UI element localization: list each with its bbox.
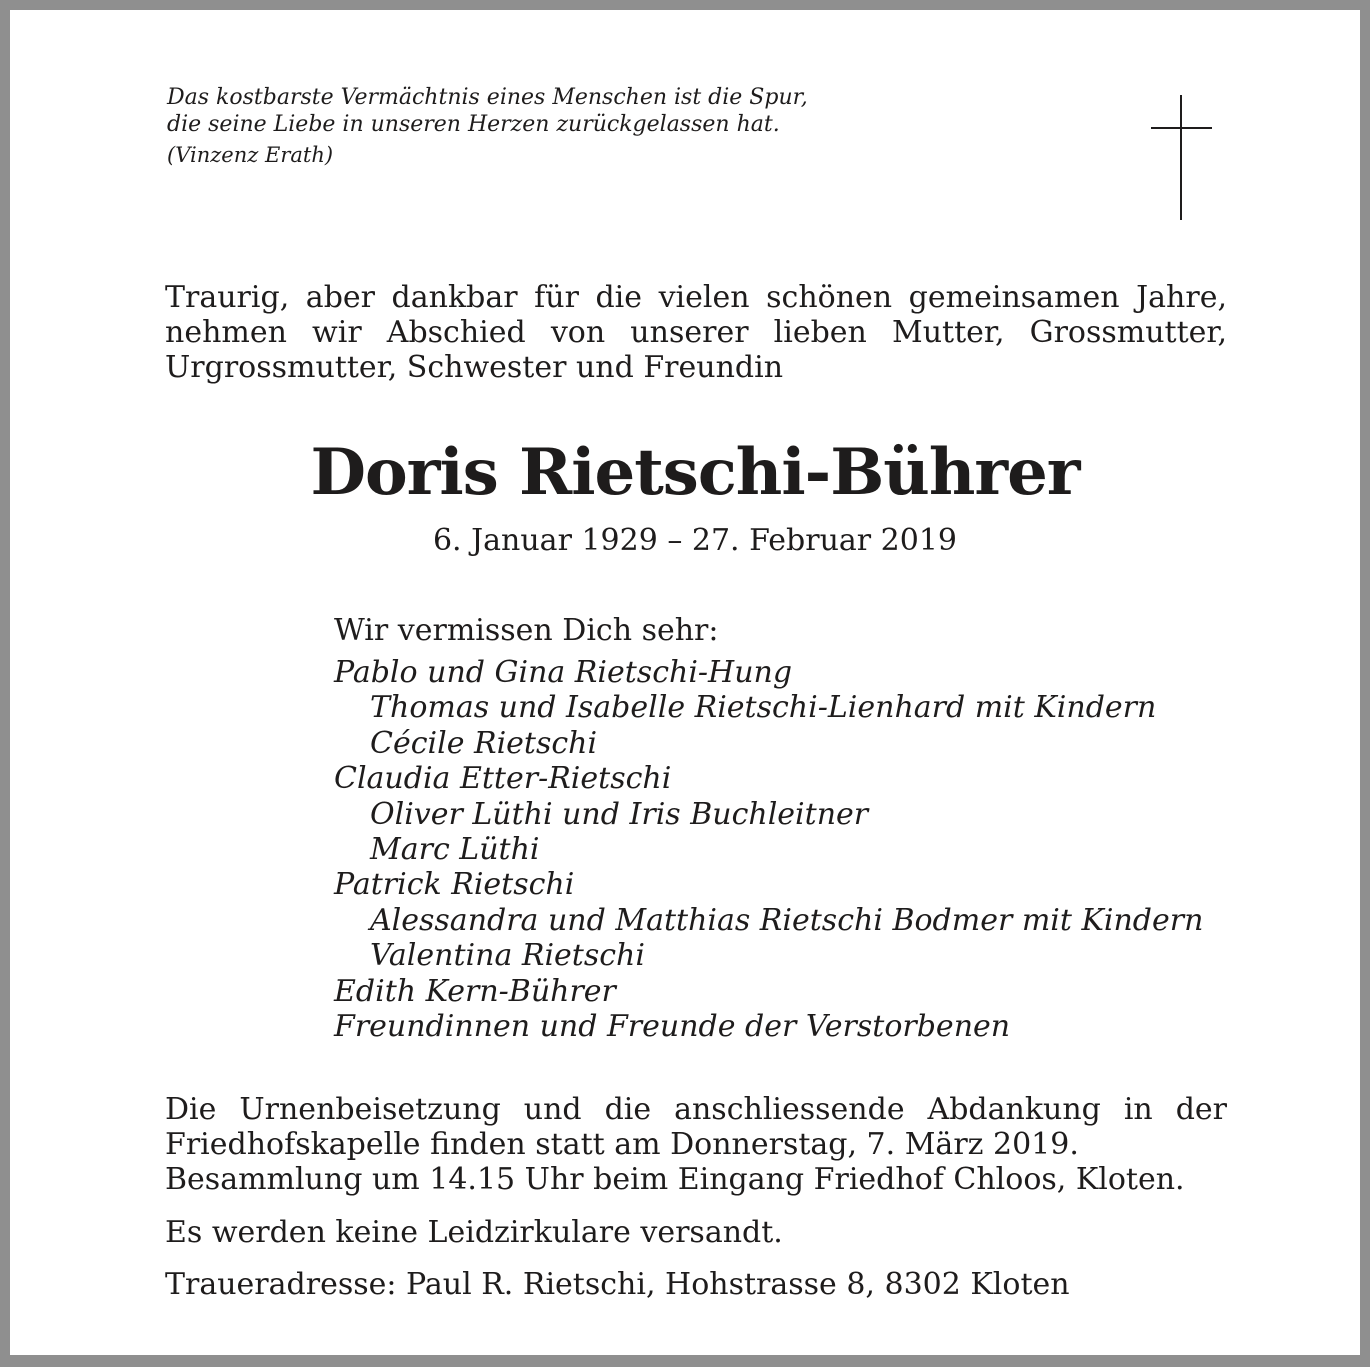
- circular-notice: Es werden keine Leidzirkulare versandt.: [165, 1215, 783, 1250]
- intro-line: Urgrossmutter, Schwester und Freundin: [165, 350, 784, 385]
- intro-line: Traurig, aber dankbar für die vielen schönen gemeinsamen Jahre,: [165, 280, 1227, 315]
- life-dates: 6. Januar 1929 – 27. Februar 2019: [432, 523, 958, 558]
- quote-line: die seine Liebe in unseren Herzen zurückgelassen hat.: [167, 112, 780, 137]
- intro-line: nehmen wir Abschied von unserer lieben Mutter, Grossmutter,: [165, 315, 1227, 350]
- intro-paragraph: [165, 280, 1227, 385]
- cross-icon: [1150, 95, 1212, 221]
- quote-author: (Vinzenz Erath): [167, 143, 334, 167]
- mourner-name: Alessandra und Matthias Rietschi Bodmer mit Kindern: [370, 902, 1204, 938]
- mourner-name: Claudia Etter-Rietschi: [334, 761, 672, 797]
- ceremony-line: Besammlung um 14.15 Uhr beim Eingang Friedhof Chloos, Kloten.: [165, 1162, 1185, 1197]
- quote-line: Das kostbarste Vermächtnis eines Menschen ist die Spur,: [167, 85, 808, 110]
- ceremony-line: Friedhofskapelle finden statt am Donnerstag, 7. März 2019.: [165, 1127, 1079, 1162]
- mourners-list: [334, 612, 1234, 1044]
- cross-horizontal-bar: [1151, 127, 1212, 129]
- ceremony-paragraph: [165, 1092, 1227, 1197]
- mourner-name: Edith Kern-Bührer: [334, 973, 616, 1009]
- mourner-name: Pablo und Gina Rietschi-Hung: [334, 655, 793, 690]
- mourner-name: Cécile Rietschi: [370, 725, 598, 761]
- mourner-name: Freundinnen und Freunde der Verstorbenen: [334, 1009, 1011, 1045]
- mourners-heading: Wir vermissen Dich sehr:: [334, 613, 719, 648]
- deceased-name: Doris Rietschi-Bührer: [310, 435, 1080, 510]
- mourner-name: Thomas und Isabelle Rietschi-Lienhard mit Kindern: [370, 690, 1157, 726]
- mourner-name: Oliver Lüthi und Iris Buchleitner: [370, 796, 869, 832]
- cross-vertical-bar: [1180, 95, 1182, 220]
- mourner-name: Valentina Rietschi: [370, 938, 645, 974]
- mourning-address: Traueradresse: Paul R. Rietschi, Hohstrasse 8, 8302 Kloten: [165, 1267, 1070, 1302]
- mourner-name: Marc Lüthi: [370, 832, 540, 868]
- mourner-name: Patrick Rietschi: [334, 867, 575, 903]
- ceremony-line: Die Urnenbeisetzung und die anschliessende Abdankung in der: [165, 1092, 1227, 1127]
- memorial-quote: [167, 84, 927, 169]
